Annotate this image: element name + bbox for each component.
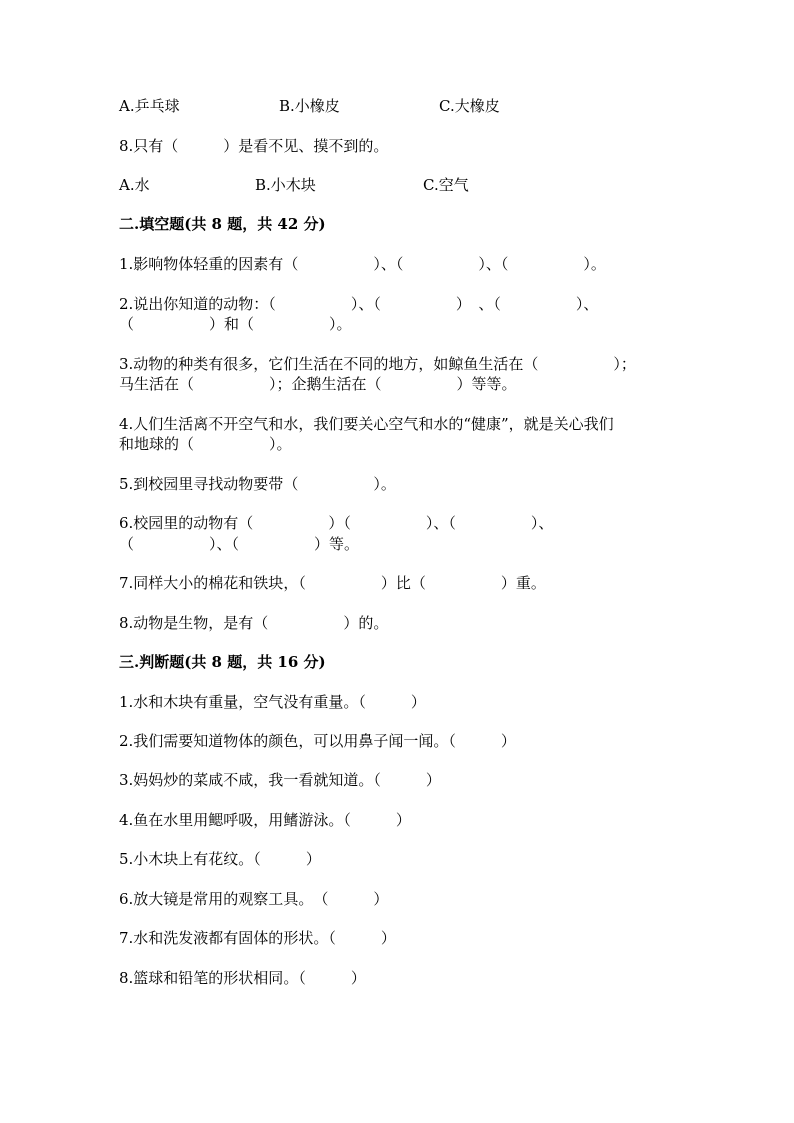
q8-option-c: C.空气: [423, 176, 469, 194]
true-false-3: 3.妈妈炒的菜咸不咸，我一看就知道。（ ）: [119, 771, 441, 789]
fill-in-3-cont: 马生活在（ ）；企鹅生活在（ ）等等。: [119, 375, 517, 393]
fill-in-5: 5.到校园里寻找动物要带（ ）。: [119, 475, 396, 493]
fill-in-2: 2.说出你知道的动物：（ ）、（ ） 、（ ）、: [119, 295, 599, 313]
true-false-2: 2.我们需要知道物体的颜色，可以用鼻子闻一闻。（ ）: [119, 732, 516, 750]
true-false-1: 1.水和木块有重量，空气没有重量。（ ）: [119, 693, 426, 711]
q7-option-a: A.乒乓球: [119, 97, 180, 115]
fill-in-1: 1.影响物体轻重的因素有（ ）、（ ）、（ ）。: [119, 255, 606, 273]
true-false-4: 4.鱼在水里用鳃呼吸，用鳍游泳。（ ）: [119, 811, 411, 829]
true-false-6: 6.放大镜是常用的观察工具。 （ ）: [119, 890, 389, 908]
section-2-heading: 二.填空题(共 8 题，共 42 分): [119, 215, 326, 233]
fill-in-2-cont: （ ）和（ ）。: [119, 315, 352, 333]
fill-in-6: 6.校园里的动物有（ ）（ ）、（ ）、: [119, 514, 554, 532]
true-false-8: 8.篮球和铅笔的形状相同。（ ）: [119, 969, 366, 987]
fill-in-3: 3.动物的种类有很多，它们生活在不同的地方，如鲸鱼生活在（ ）；: [119, 355, 636, 373]
fill-in-6-cont: （ ）、（ ）等。: [119, 535, 360, 553]
fill-in-4-cont: 和地球的（ ）。: [119, 435, 292, 453]
fill-in-7: 7.同样大小的棉花和铁块，（ ）比（ ）重。: [119, 574, 546, 592]
q8-option-a: A.水: [119, 176, 150, 194]
true-false-5: 5.小木块上有花纹。（ ）: [119, 850, 321, 868]
q7-option-b: B.小橡皮: [279, 97, 340, 115]
fill-in-8: 8.动物是生物，是有（ ）的。: [119, 614, 389, 632]
fill-in-4: 4.人们生活离不开空气和水，我们要关心空气和水的“健康”，就是关心我们: [119, 415, 614, 433]
q8-option-b: B.小木块: [255, 176, 316, 194]
section-3-heading: 三.判断题(共 8 题，共 16 分): [119, 653, 326, 671]
q7-option-c: C.大橡皮: [439, 97, 500, 115]
question-8: 8.只有（ ）是看不见、摸不到的。: [119, 137, 389, 155]
true-false-7: 7.水和洗发液都有固体的形状。（ ）: [119, 929, 396, 947]
